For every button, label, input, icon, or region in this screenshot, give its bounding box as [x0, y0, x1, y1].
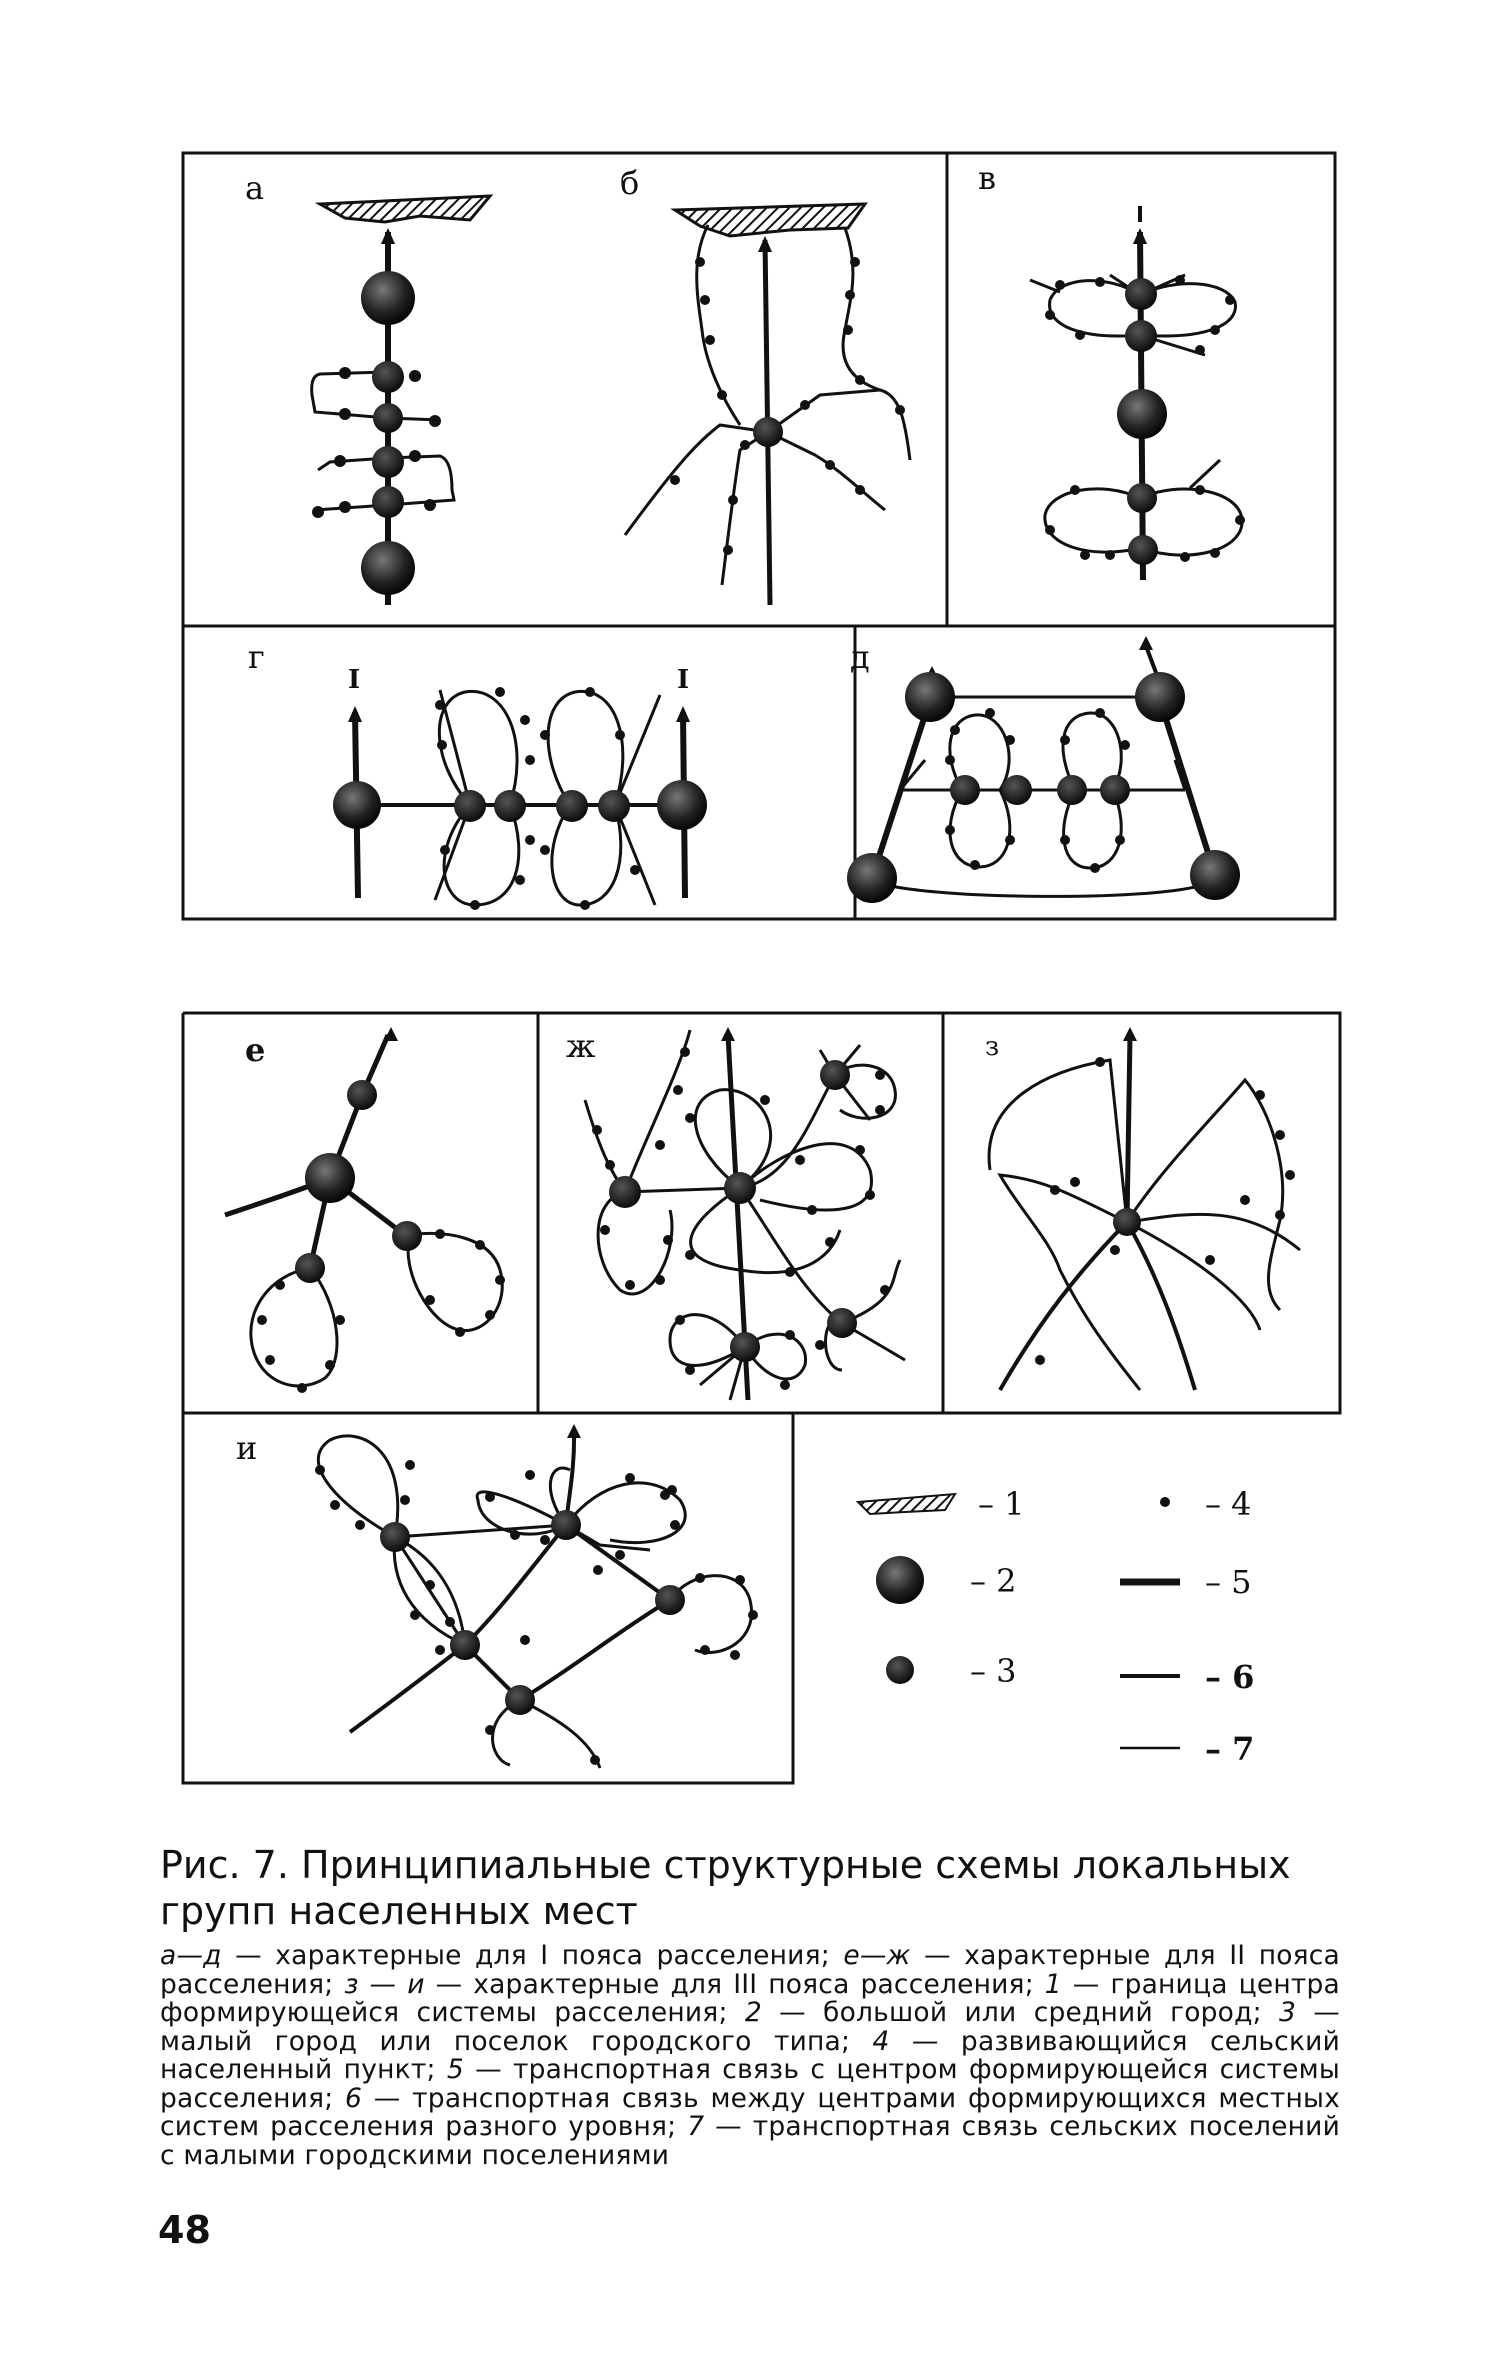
panel-z-scheme	[989, 1027, 1300, 1390]
caption-text: — характерные для III пояса расселения;	[424, 1968, 1045, 2000]
panel-a-scheme	[312, 196, 490, 605]
legend-label-7: – 7	[1205, 1730, 1255, 1768]
legend-symbol-large-node	[876, 1556, 924, 1604]
panel-label-v: в	[978, 159, 997, 197]
panel-d-scheme	[847, 636, 1240, 903]
caption-marker: 7	[687, 2111, 705, 2142]
caption-text: — транспортная связь сельских поселений с малыми городскими поселениями	[160, 2111, 1340, 2171]
caption-marker: 2	[744, 1997, 762, 2028]
panel-label-z: з	[985, 1032, 1000, 1062]
panel-label-i: и	[236, 1429, 258, 1467]
caption-marker: з — и	[344, 1968, 425, 2000]
caption-text: — характерные для II пояса расселения;	[160, 1940, 1340, 2000]
page-number: 48	[158, 2208, 211, 2252]
legend-label-4: – 4	[1205, 1485, 1252, 1523]
panel-v-scheme	[1030, 206, 1245, 580]
panel-g-scheme	[333, 665, 707, 910]
legend-symbol-dot	[1160, 1497, 1170, 1507]
caption-marker: 3	[1279, 1997, 1297, 2028]
caption-marker: 4	[872, 2025, 890, 2057]
legend-label-1: – 1	[978, 1485, 1025, 1523]
legend-label-6: – 6	[1205, 1658, 1255, 1696]
caption-text: — характерные для I пояса расселения;	[221, 1940, 844, 1971]
caption-marker: 5	[446, 2054, 464, 2085]
panel-label-g: г	[248, 638, 265, 676]
caption-text: — большой или средний город;	[761, 1997, 1279, 2028]
caption-text: — транспортная связь с центром формирующейся системы расселения;	[160, 2054, 1341, 2114]
caption-text: — малый город или поселок городского типа;	[160, 1997, 1341, 2057]
panel-b-scheme	[625, 204, 910, 605]
panel-label-d: д	[850, 638, 870, 676]
legend-label-3: – 3	[970, 1652, 1017, 1690]
legend-label-5: – 5	[1205, 1563, 1252, 1601]
caption-text: — развивающийся сельский населенный пункт;	[160, 2025, 1340, 2085]
legend	[858, 1485, 1254, 1768]
caption-marker: 1	[1044, 1968, 1062, 2000]
figure-caption-body	[160, 1942, 1340, 2170]
panel-i-scheme	[315, 1424, 758, 1768]
panel-label-zh: ж	[566, 1027, 596, 1065]
legend-label-2: – 2	[970, 1562, 1017, 1600]
legend-symbol-small-node	[886, 1656, 914, 1684]
caption-text: — транспортная связь между центрами формирующихся местных систем расселения разного уровня;	[160, 2082, 1340, 2142]
bottom-frame	[183, 1013, 1340, 1783]
figure-caption-title: Рис. 7. Принципиальные структурные схемы локальных групп населенных мест	[160, 1843, 1291, 1933]
caption-text: — граница центра формирующейся системы расселения;	[160, 1968, 1340, 2028]
caption-marker: а—д	[160, 1940, 222, 1971]
panel-label-a: а	[245, 169, 265, 207]
caption-marker: 6	[345, 2082, 363, 2114]
roman-one-left: I	[348, 665, 361, 695]
roman-one-right: I	[677, 665, 690, 695]
panel-e-scheme	[225, 1027, 505, 1393]
panel-zh-scheme	[585, 1027, 905, 1400]
caption-marker: е—ж	[843, 1940, 911, 1971]
panel-label-e: е	[245, 1031, 266, 1069]
panel-label-b: б	[620, 164, 640, 202]
legend-symbol-boundary	[858, 1494, 955, 1514]
